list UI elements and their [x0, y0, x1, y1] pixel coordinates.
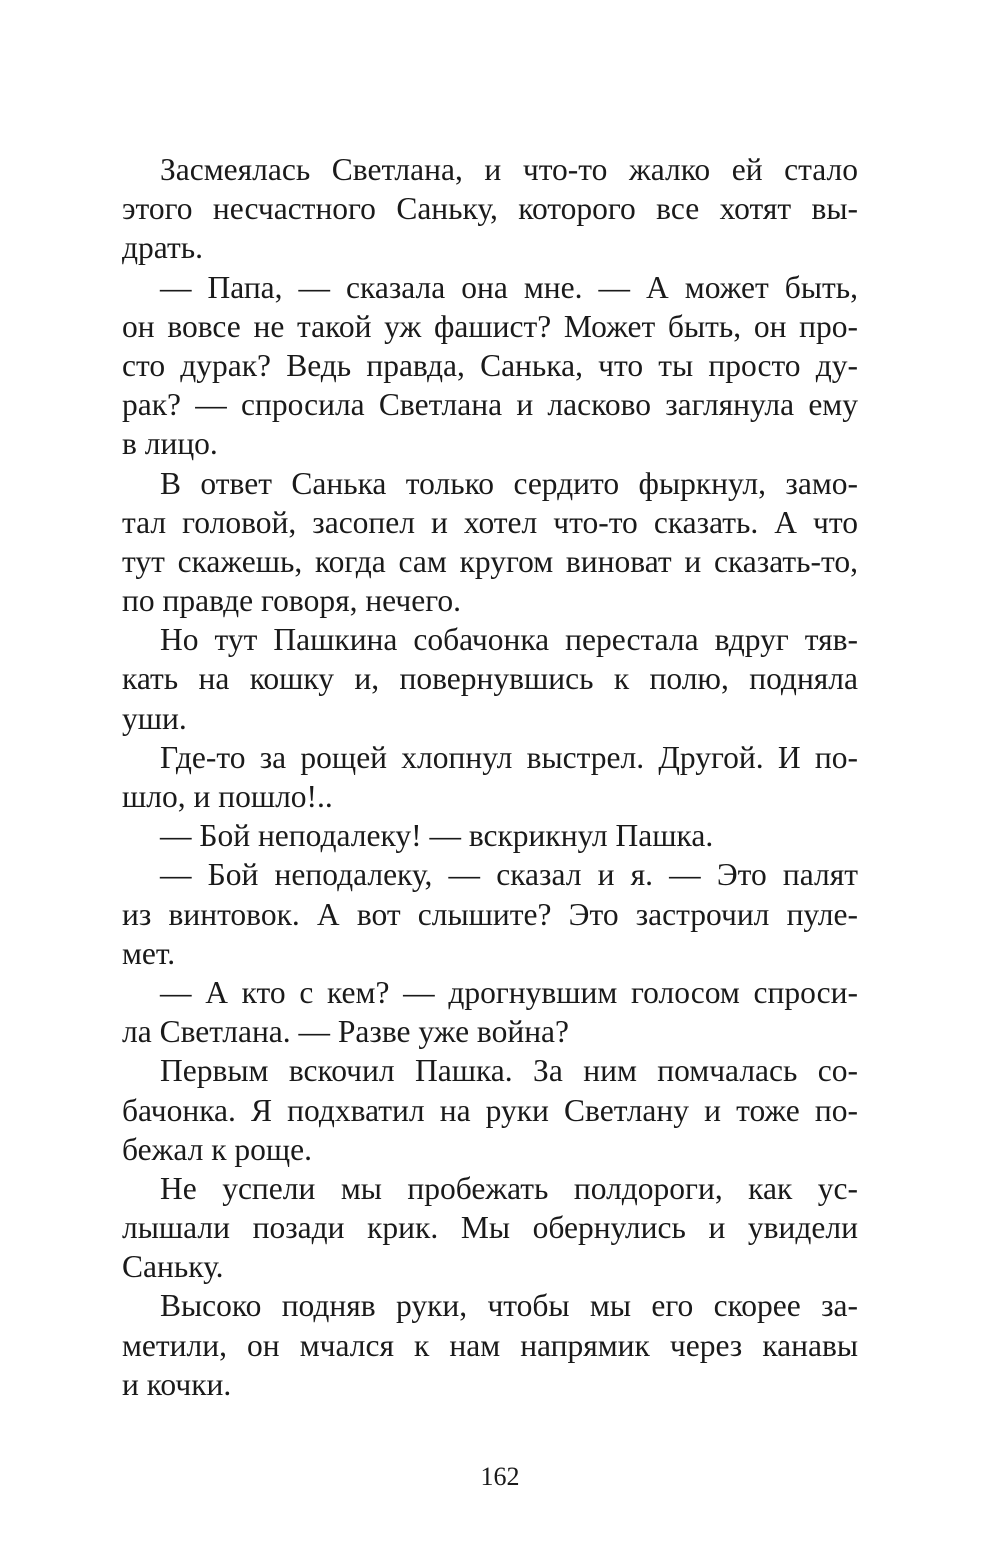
text-line: драть.: [122, 230, 203, 266]
paragraph: [122, 1051, 858, 1169]
paragraph: [122, 464, 858, 621]
text-line: из винтовок. А вот слышите? Это застрочил пуле-: [122, 896, 858, 932]
paragraph: [122, 150, 858, 268]
text-line: шло, и пошло!..: [122, 779, 333, 814]
text-line: В ответ Санька только сердито фыркнул, замо-: [160, 465, 858, 501]
text-line: бачонка. Я подхватил на руки Светлану и тоже по-: [122, 1092, 858, 1128]
text-line: сто дурак? Ведь правда, Санька, что ты просто ду-: [122, 347, 858, 383]
text-line: бежал к роще.: [122, 1131, 312, 1167]
text-line: по правде говоря, нечего.: [122, 583, 461, 619]
text-line: — Бой неподалеку, — сказал и я. — Это палят: [160, 857, 858, 893]
text-line: — Папа, — сказала она мне. — А может быть,: [160, 269, 858, 305]
text-line: — А кто с кем? — дрогнувшим голосом спроси-: [160, 974, 858, 1010]
text-line: Саньку.: [122, 1249, 224, 1285]
text-line: Первым вскочил Пашка. За ним помчалась со-: [160, 1053, 858, 1089]
paragraph: [122, 816, 858, 855]
text-line: этого несчастного Саньку, которого все хотят вы-: [122, 191, 858, 227]
paragraph: [122, 268, 858, 464]
text-line: кать на кошку и, повернувшись к полю, подняла: [122, 661, 858, 697]
body-text: [122, 150, 858, 1404]
text-line: Не успели мы пробежать полдороги, как ус-: [160, 1170, 858, 1206]
text-line: Но тут Пашкина собачонка перестала вдруг тяв-: [160, 622, 858, 658]
text-line: мет.: [122, 935, 176, 971]
text-line: — Бой неподалеку! — вскрикнул Пашка.: [160, 818, 714, 854]
paragraph: [122, 738, 858, 816]
text-line: Засмеялась Светлана, и что-то жалко ей стало: [160, 152, 858, 187]
text-line: лышали позади крик. Мы обернулись и увидели: [122, 1210, 858, 1246]
paragraph: [122, 620, 858, 738]
page-number: 162: [480, 1462, 520, 1491]
text-line: в лицо.: [122, 426, 218, 462]
text-line: Высоко подняв руки, чтобы мы его скорее за-: [160, 1288, 858, 1324]
text-line: метили, он мчался к нам напрямик через канавы: [122, 1327, 858, 1363]
text-line: тут скажешь, когда сам кругом виноват и сказать-то,: [122, 543, 858, 579]
text-line: рак? — спросила Светлана и ласково заглянула ему: [122, 387, 858, 423]
paragraph: [122, 1169, 858, 1287]
text-line: он вовсе не такой уж фашист? Может быть, он про-: [122, 308, 858, 344]
text-line: и кочки.: [122, 1366, 232, 1402]
text-line: тал головой, засопел и хотел что-то сказать. А что: [122, 504, 858, 540]
text-line: Где-то за рощей хлопнул выстрел. Другой. И по-: [160, 739, 858, 775]
text-line: уши.: [122, 700, 187, 736]
paragraph: [122, 1286, 858, 1404]
paragraph: [122, 855, 858, 973]
text-line: ла Светлана. — Разве уже война?: [122, 1014, 570, 1050]
paragraph: [122, 973, 858, 1051]
